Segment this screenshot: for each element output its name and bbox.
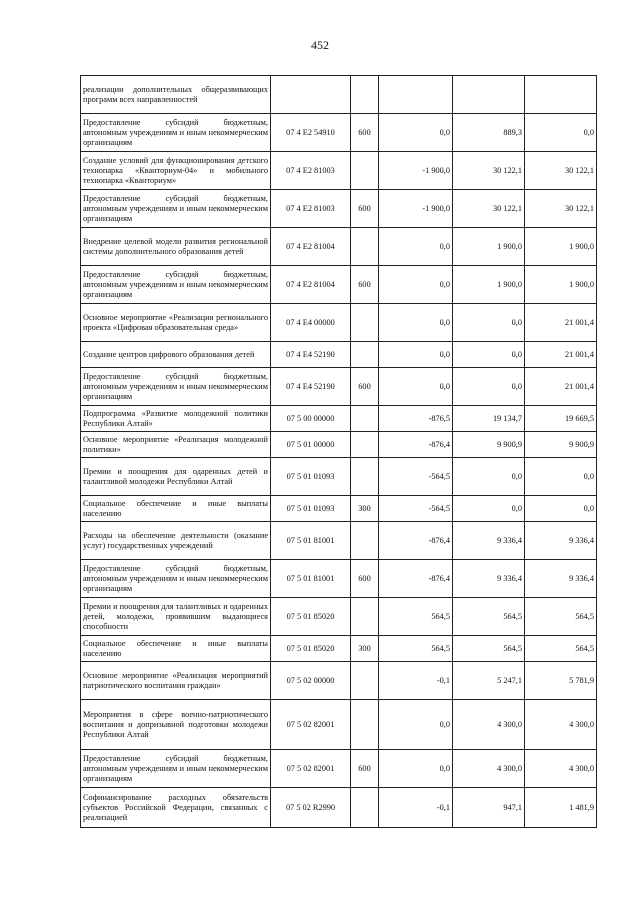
- cell-name: Основное мероприятие «Реализация регионального проекта «Цифровая образовательная среда»: [81, 304, 271, 342]
- table-row: [81, 190, 597, 228]
- cell-code: 07 4 E4 52190: [271, 368, 351, 406]
- cell-expense-type: 300: [351, 636, 379, 662]
- cell-amount-1: 564,5: [379, 598, 453, 636]
- cell-amount-1: -0,1: [379, 788, 453, 828]
- cell-name: Социальное обеспечение и иные выплаты населению: [81, 636, 271, 662]
- cell-name: Премии и поощрения для одаренных детей и талантливой молодежи Республики Алтай: [81, 458, 271, 496]
- cell-name: Софинансирование расходных обязательств субъектов Российской Федерации, связанных с реализацией: [81, 788, 271, 828]
- cell-expense-type: 600: [351, 190, 379, 228]
- cell-name: Создание центров цифрового образования детей: [81, 342, 271, 368]
- table-row: [81, 788, 597, 828]
- cell-code: 07 5 02 R2990: [271, 788, 351, 828]
- cell-amount-1: 0,0: [379, 368, 453, 406]
- cell-expense-type: [351, 432, 379, 458]
- table-row: [81, 560, 597, 598]
- cell-amount-2: 9 900,9: [453, 432, 525, 458]
- cell-expense-type: [351, 458, 379, 496]
- cell-amount-3: 4 300,0: [525, 700, 597, 750]
- cell-amount-3: 564,5: [525, 636, 597, 662]
- cell-amount-3: 0,0: [525, 114, 597, 152]
- cell-name: Основное мероприятие «Реализация молодежной политики»: [81, 432, 271, 458]
- cell-name: Внедрение целевой модели развития региональной системы дополнительного образования детей: [81, 228, 271, 266]
- budget-table: [80, 75, 597, 828]
- cell-amount-2: 564,5: [453, 598, 525, 636]
- cell-amount-3: 30 122,1: [525, 152, 597, 190]
- cell-amount-2: 0,0: [453, 496, 525, 522]
- cell-name: Создание условий для функционирования детского технопарка «Кванториум-04» и мобильного технопарка «Кванториум»: [81, 152, 271, 190]
- cell-amount-2: 5 247,1: [453, 662, 525, 700]
- table-row: [81, 432, 597, 458]
- cell-amount-1: -564,5: [379, 458, 453, 496]
- cell-amount-3: 21 001,4: [525, 342, 597, 368]
- cell-code: 07 5 02 82001: [271, 750, 351, 788]
- cell-amount-1: -876,5: [379, 406, 453, 432]
- cell-amount-3: [525, 76, 597, 114]
- cell-name: Предоставление субсидий бюджетным, автономным учреждениям и иным некоммерческим организациям: [81, 190, 271, 228]
- cell-amount-1: 0,0: [379, 750, 453, 788]
- cell-code: 07 5 01 81001: [271, 522, 351, 560]
- cell-amount-1: -0,1: [379, 662, 453, 700]
- cell-expense-type: 600: [351, 750, 379, 788]
- cell-code: 07 4 E2 81003: [271, 190, 351, 228]
- table-row: [81, 458, 597, 496]
- table-row: [81, 228, 597, 266]
- cell-code: 07 4 E4 00000: [271, 304, 351, 342]
- cell-amount-2: 1 900,0: [453, 266, 525, 304]
- cell-amount-1: [379, 76, 453, 114]
- cell-name: Мероприятия в сфере военно-патриотического воспитания и допризывной подготовки молодежи Республики Алтай: [81, 700, 271, 750]
- table-row: [81, 700, 597, 750]
- cell-expense-type: [351, 522, 379, 560]
- cell-code: 07 5 01 85020: [271, 636, 351, 662]
- cell-amount-3: 0,0: [525, 496, 597, 522]
- cell-amount-2: 19 134,7: [453, 406, 525, 432]
- cell-code: 07 5 01 01093: [271, 496, 351, 522]
- cell-code: 07 4 E2 81003: [271, 152, 351, 190]
- cell-amount-2: 564,5: [453, 636, 525, 662]
- cell-amount-3: 9 336,4: [525, 522, 597, 560]
- cell-code: 07 5 00 00000: [271, 406, 351, 432]
- cell-expense-type: [351, 152, 379, 190]
- cell-amount-1: -1 900,0: [379, 152, 453, 190]
- cell-amount-1: 0,0: [379, 700, 453, 750]
- cell-amount-2: 0,0: [453, 304, 525, 342]
- cell-amount-2: 0,0: [453, 458, 525, 496]
- cell-expense-type: [351, 700, 379, 750]
- cell-expense-type: [351, 76, 379, 114]
- cell-expense-type: [351, 304, 379, 342]
- table-row: [81, 304, 597, 342]
- cell-expense-type: [351, 342, 379, 368]
- cell-code: 07 5 01 85020: [271, 598, 351, 636]
- cell-name: Предоставление субсидий бюджетным, автономным учреждениям и иным некоммерческим организациям: [81, 368, 271, 406]
- cell-amount-2: 1 900,0: [453, 228, 525, 266]
- cell-amount-3: 21 001,4: [525, 304, 597, 342]
- cell-amount-2: 0,0: [453, 368, 525, 406]
- cell-name: Основное мероприятие «Реализация мероприятий патриотического воспитания граждан»: [81, 662, 271, 700]
- cell-name: реализации дополнительных общеразвивающих программ всех направленностей: [81, 76, 271, 114]
- cell-code: 07 4 E2 81004: [271, 228, 351, 266]
- cell-amount-2: 30 122,1: [453, 190, 525, 228]
- cell-code: 07 4 E2 54910: [271, 114, 351, 152]
- cell-amount-3: 21 001,4: [525, 368, 597, 406]
- cell-amount-3: 4 300,0: [525, 750, 597, 788]
- cell-expense-type: 600: [351, 266, 379, 304]
- table-row: [81, 266, 597, 304]
- cell-expense-type: 600: [351, 560, 379, 598]
- cell-code: 07 5 01 00000: [271, 432, 351, 458]
- cell-amount-1: -876,4: [379, 432, 453, 458]
- cell-expense-type: [351, 406, 379, 432]
- cell-code: 07 5 01 81001: [271, 560, 351, 598]
- table-row: [81, 76, 597, 114]
- table-row: [81, 368, 597, 406]
- cell-amount-2: 30 122,1: [453, 152, 525, 190]
- cell-name: Предоставление субсидий бюджетным, автономным учреждениям и иным некоммерческим организациям: [81, 266, 271, 304]
- cell-amount-2: 4 300,0: [453, 700, 525, 750]
- cell-amount-1: 0,0: [379, 114, 453, 152]
- table-row: [81, 662, 597, 700]
- table-row: [81, 636, 597, 662]
- cell-amount-2: 9 336,4: [453, 560, 525, 598]
- cell-amount-1: -1 900,0: [379, 190, 453, 228]
- cell-code: 07 5 02 00000: [271, 662, 351, 700]
- table-row: [81, 750, 597, 788]
- cell-amount-1: 0,0: [379, 266, 453, 304]
- cell-amount-3: 19 669,5: [525, 406, 597, 432]
- table-row: [81, 342, 597, 368]
- table-row: [81, 522, 597, 560]
- cell-amount-1: -876,4: [379, 522, 453, 560]
- cell-expense-type: [351, 662, 379, 700]
- cell-expense-type: [351, 228, 379, 266]
- cell-code: 07 4 E2 81004: [271, 266, 351, 304]
- cell-name: Предоставление субсидий бюджетным, автономным учреждениям и иным некоммерческим организациям: [81, 750, 271, 788]
- cell-amount-2: 889,3: [453, 114, 525, 152]
- cell-amount-2: 947,1: [453, 788, 525, 828]
- cell-amount-1: 0,0: [379, 228, 453, 266]
- cell-amount-3: 1 481,9: [525, 788, 597, 828]
- budget-table-body: [81, 76, 597, 828]
- cell-expense-type: 600: [351, 114, 379, 152]
- cell-name: Премии и поощрения для талантливых и одаренных детей, молодежи, проявившим выдающиеся способности: [81, 598, 271, 636]
- cell-amount-3: 564,5: [525, 598, 597, 636]
- cell-amount-3: 9 900,9: [525, 432, 597, 458]
- cell-name: Подпрограмма «Развитие молодежной политики Республики Алтай»: [81, 406, 271, 432]
- cell-expense-type: 600: [351, 368, 379, 406]
- table-row: [81, 152, 597, 190]
- table-row: [81, 496, 597, 522]
- page-number: 452: [311, 38, 329, 52]
- cell-expense-type: 300: [351, 496, 379, 522]
- cell-amount-2: 4 300,0: [453, 750, 525, 788]
- cell-amount-3: 5 781,9: [525, 662, 597, 700]
- table-row: [81, 114, 597, 152]
- cell-amount-1: 564,5: [379, 636, 453, 662]
- cell-amount-2: [453, 76, 525, 114]
- cell-amount-3: 1 900,0: [525, 228, 597, 266]
- cell-amount-1: 0,0: [379, 304, 453, 342]
- cell-expense-type: [351, 598, 379, 636]
- cell-amount-3: 0,0: [525, 458, 597, 496]
- cell-amount-2: 0,0: [453, 342, 525, 368]
- cell-amount-3: 9 336,4: [525, 560, 597, 598]
- cell-expense-type: [351, 788, 379, 828]
- cell-amount-2: 9 336,4: [453, 522, 525, 560]
- cell-name: Предоставление субсидий бюджетным, автономным учреждениям и иным некоммерческим организациям: [81, 114, 271, 152]
- cell-code: 07 5 02 82001: [271, 700, 351, 750]
- cell-amount-1: -564,5: [379, 496, 453, 522]
- cell-amount-1: 0,0: [379, 342, 453, 368]
- cell-name: Расходы на обеспечение деятельности (оказание услуг) государственных учреждений: [81, 522, 271, 560]
- cell-code: 07 4 E4 52190: [271, 342, 351, 368]
- cell-name: Социальное обеспечение и иные выплаты населению: [81, 496, 271, 522]
- cell-amount-3: 1 900,0: [525, 266, 597, 304]
- cell-amount-3: 30 122,1: [525, 190, 597, 228]
- cell-code: [271, 76, 351, 114]
- cell-name: Предоставление субсидий бюджетным, автономным учреждениям и иным некоммерческим организациям: [81, 560, 271, 598]
- cell-amount-1: -876,4: [379, 560, 453, 598]
- table-row: [81, 598, 597, 636]
- table-row: [81, 406, 597, 432]
- cell-code: 07 5 01 01093: [271, 458, 351, 496]
